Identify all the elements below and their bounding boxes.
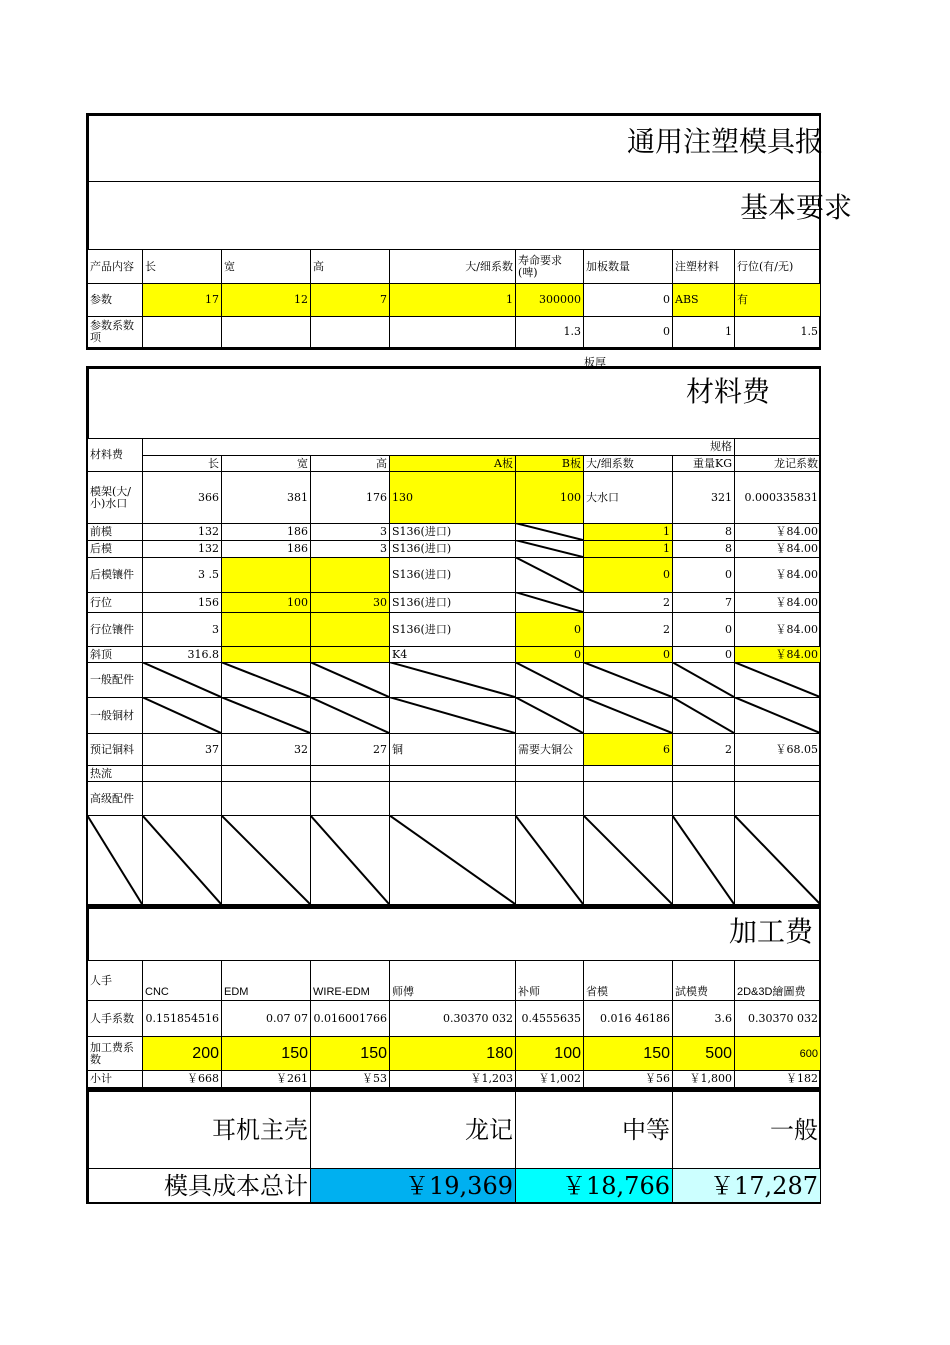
processing-coef-6: 3.6 xyxy=(672,1000,735,1037)
material-row-7-col-6 xyxy=(583,662,673,698)
material-row-6-col-1: 316.8 xyxy=(142,646,222,663)
processing-header-0: 人手 xyxy=(87,960,143,1001)
material-row-3-col-3 xyxy=(310,557,390,593)
material-row-11-col-3 xyxy=(310,781,390,816)
processing-fee-label: 加工费系数 xyxy=(87,1036,143,1071)
material-row-10-col-7 xyxy=(672,765,735,782)
basic-param-label: 参数 xyxy=(87,283,143,317)
processing-header-2: EDM xyxy=(221,960,311,1001)
processing-fee-1: 150 xyxy=(221,1036,311,1071)
blank-row-cell xyxy=(87,815,143,905)
basic-header-3: 高 xyxy=(310,249,390,284)
material-row-9-col-6: 6 xyxy=(583,733,673,766)
material-row-9-col-7: 2 xyxy=(672,733,735,766)
basic-coef-empty xyxy=(389,316,516,348)
blank-row-cell xyxy=(515,815,584,905)
material-row-1-col-3: 3 xyxy=(310,523,390,541)
material-row-4-col-3: 30 xyxy=(310,592,390,613)
material-row-8-col-8 xyxy=(734,697,821,734)
material-row-2-col-3: 3 xyxy=(310,540,390,558)
material-row-3-col-5 xyxy=(515,557,584,593)
blank-row-cell xyxy=(142,815,222,905)
material-row-6-col-4: K4 xyxy=(389,646,516,663)
material-row-4-col-1: 156 xyxy=(142,592,222,613)
processing-header-7: 試模费 xyxy=(672,960,735,1001)
basic-header-8: 行位(有/无) xyxy=(734,249,821,284)
material-row-3-col-7: 0 xyxy=(672,557,735,593)
material-row-4-col-6: 2 xyxy=(583,592,673,613)
blank-row-cell xyxy=(310,815,390,905)
processing-coef-2: 0.016001766 xyxy=(310,1000,390,1037)
processing-coef-7: 0.30370 032 xyxy=(734,1000,821,1037)
basic-requirements-title: 基本要求 xyxy=(740,191,853,224)
material-row-4-col-8: ￥84.00 xyxy=(734,592,821,613)
material-header-0: 长 xyxy=(142,455,222,472)
processing-header-3: WIRE-EDM xyxy=(310,960,390,1001)
basic-coef-empty xyxy=(221,316,311,348)
material-row-7-col-5 xyxy=(515,662,584,698)
material-row-5-col-1: 3 xyxy=(142,612,222,647)
basic-header-0: 产品内容 xyxy=(87,249,143,284)
material-row-6-col-8: ￥84.00 xyxy=(734,646,821,663)
material-row-5-col-3 xyxy=(310,612,390,647)
basic-param-6: ABS xyxy=(672,283,735,317)
basic-coef-empty xyxy=(310,316,390,348)
basic-param-3: 1 xyxy=(389,283,516,317)
processing-header-5: 补师 xyxy=(515,960,584,1001)
material-row-11-col-2 xyxy=(221,781,311,816)
basic-header-7: 注塑材料 xyxy=(672,249,735,284)
basic-param-7: 有 xyxy=(734,283,821,317)
material-row-1-col-6: 1 xyxy=(583,523,673,541)
material-row-5-col-4: S136(进口) xyxy=(389,612,516,647)
material-row-7-col-1 xyxy=(142,662,222,698)
material-row-9-col-1: 37 xyxy=(142,733,222,766)
basic-header-1: 长 xyxy=(142,249,222,284)
grade-0: 龙记 xyxy=(310,1091,516,1169)
material-row-name: 高级配件 xyxy=(87,781,143,816)
material-row-1-col-2: 186 xyxy=(221,523,311,541)
material-row-11-col-5 xyxy=(515,781,584,816)
total-0: ￥19,369 xyxy=(310,1168,516,1203)
processing-coef-5: 0.016 46186 xyxy=(583,1000,673,1037)
material-row-8-col-6 xyxy=(583,697,673,734)
material-row-9-col-8: ￥68.05 xyxy=(734,733,821,766)
processing-title: 加工费 xyxy=(729,915,814,948)
processing-sub-5: ￥56 xyxy=(583,1070,673,1088)
processing-fee-0: 200 xyxy=(142,1036,222,1071)
material-row-9-col-3: 27 xyxy=(310,733,390,766)
material-row-2-col-5 xyxy=(515,540,584,558)
material-row-2-col-7: 8 xyxy=(672,540,735,558)
processing-coef-1: 0.07 07 xyxy=(221,1000,311,1037)
material-row-8-col-1 xyxy=(142,697,222,734)
basic-param-1: 12 xyxy=(221,283,311,317)
material-row-2-col-8: ￥84.00 xyxy=(734,540,821,558)
processing-fee-4: 100 xyxy=(515,1036,584,1071)
blank-row-cell xyxy=(221,815,311,905)
material-row-8-col-2 xyxy=(221,697,311,734)
processing-header-6: 省模 xyxy=(583,960,673,1001)
total-2: ￥17,287 xyxy=(672,1168,821,1203)
material-header-3: A板 xyxy=(389,455,516,472)
material-row-9-col-4: 铜 xyxy=(389,733,516,766)
material-row-name: 后模 xyxy=(87,540,143,558)
material-row-10-col-8 xyxy=(734,765,821,782)
material-row-1-col-5 xyxy=(515,523,584,541)
material-row-0-col-1: 366 xyxy=(142,471,222,524)
material-row-10-col-1 xyxy=(142,765,222,782)
blank-row-cell xyxy=(389,815,516,905)
material-row-10-col-6 xyxy=(583,765,673,782)
material-row-5-col-7: 0 xyxy=(672,612,735,647)
material-row-name: 前模 xyxy=(87,523,143,541)
material-row-2-col-2: 186 xyxy=(221,540,311,558)
processing-coef-3: 0.30370 032 xyxy=(389,1000,516,1037)
material-row-name: 预记铜料 xyxy=(87,733,143,766)
material-row-5-col-5: 0 xyxy=(515,612,584,647)
processing-sub-label: 小计 xyxy=(87,1070,143,1088)
material-row-name: 热流 xyxy=(87,765,143,782)
grade-1: 中等 xyxy=(515,1091,673,1169)
material-row-3-col-6: 0 xyxy=(583,557,673,593)
material-row-6-col-7: 0 xyxy=(672,646,735,663)
material-row-10-col-2 xyxy=(221,765,311,782)
processing-fee-6: 500 xyxy=(672,1036,735,1071)
material-row-1-col-7: 8 xyxy=(672,523,735,541)
grade-2: 一般 xyxy=(672,1091,821,1169)
processing-fee-5: 150 xyxy=(583,1036,673,1071)
material-row-1-col-4: S136(进口) xyxy=(389,523,516,541)
board-thickness-note: 板厚 xyxy=(584,356,606,369)
material-row-name: 一般铜材 xyxy=(87,697,143,734)
basic-title-row xyxy=(88,181,821,250)
material-row-11-col-1 xyxy=(142,781,222,816)
processing-header-1: CNC xyxy=(142,960,222,1001)
material-row-name: 行位 xyxy=(87,592,143,613)
processing-sub-1: ￥261 xyxy=(221,1070,311,1088)
material-row-3-col-8: ￥84.00 xyxy=(734,557,821,593)
basic-coef-label: 参数系数项 xyxy=(87,316,143,348)
material-row-11-col-8 xyxy=(734,781,821,816)
spec-header: 规格 xyxy=(142,438,735,456)
material-title: 材料费 xyxy=(686,375,771,408)
material-label: 材料费 xyxy=(87,438,143,472)
material-row-8-col-3 xyxy=(310,697,390,734)
material-row-8-col-4 xyxy=(389,697,516,734)
product-name: 耳机主壳 xyxy=(88,1091,311,1169)
processing-coef-label: 人手系数 xyxy=(87,1000,143,1037)
material-row-3-col-4: S136(进口) xyxy=(389,557,516,593)
processing-fee-7: 600 xyxy=(734,1036,821,1071)
material-row-name: 一般配件 xyxy=(87,662,143,698)
material-row-5-col-8: ￥84.00 xyxy=(734,612,821,647)
processing-coef-4: 0.4555635 xyxy=(515,1000,584,1037)
material-header-1: 宽 xyxy=(221,455,311,472)
material-row-3-col-1: 3 .5 xyxy=(142,557,222,593)
material-row-0-col-7: 321 xyxy=(672,471,735,524)
processing-sub-0: ￥668 xyxy=(142,1070,222,1088)
material-row-9-col-2: 32 xyxy=(221,733,311,766)
material-row-6-col-6: 0 xyxy=(583,646,673,663)
basic-coef-0: 1.3 xyxy=(515,316,584,348)
basic-coef-2: 1 xyxy=(672,316,735,348)
material-row-4-col-5 xyxy=(515,592,584,613)
processing-fee-2: 150 xyxy=(310,1036,390,1071)
basic-header-6: 加板数量 xyxy=(583,249,673,284)
material-header-7: 龙记系数 xyxy=(734,455,821,472)
material-row-11-col-6 xyxy=(583,781,673,816)
material-row-name: 后模镶件 xyxy=(87,557,143,593)
basic-header-4: 大/细系数 xyxy=(389,249,516,284)
basic-param-0: 17 xyxy=(142,283,222,317)
material-row-5-col-6: 2 xyxy=(583,612,673,647)
material-row-10-col-5 xyxy=(515,765,584,782)
material-row-name: 模架(大/小)水口 xyxy=(87,471,143,524)
material-row-7-col-4 xyxy=(389,662,516,698)
basic-header-2: 宽 xyxy=(221,249,311,284)
material-header-6: 重量KG xyxy=(672,455,735,472)
material-header-5: 大/细系数 xyxy=(583,455,673,472)
processing-sub-6: ￥1,800 xyxy=(672,1070,735,1088)
material-row-7-col-7 xyxy=(672,662,735,698)
processing-sub-3: ￥1,203 xyxy=(389,1070,516,1088)
processing-sub-4: ￥1,002 xyxy=(515,1070,584,1088)
material-row-7-col-8 xyxy=(734,662,821,698)
basic-param-2: 7 xyxy=(310,283,390,317)
processing-sub-7: ￥182 xyxy=(734,1070,821,1088)
material-row-name: 斜顶 xyxy=(87,646,143,663)
material-row-9-col-5: 需要大铜公 xyxy=(515,733,584,766)
material-row-0-col-8: 0.000335831 xyxy=(734,471,821,524)
material-row-0-col-3: 176 xyxy=(310,471,390,524)
processing-header-8: 2D&3D繪圖费 xyxy=(734,960,821,1001)
material-row-10-col-3 xyxy=(310,765,390,782)
page-title: 通用注塑模具报 xyxy=(627,125,824,158)
material-row-6-col-5: 0 xyxy=(515,646,584,663)
basic-header-5: 寿命要求(啤) xyxy=(515,249,584,284)
blank-row-cell xyxy=(583,815,673,905)
basic-param-4: 300000 xyxy=(515,283,584,317)
material-row-6-col-3 xyxy=(310,646,390,663)
material-row-10-col-4 xyxy=(389,765,516,782)
material-row-4-col-4: S136(进口) xyxy=(389,592,516,613)
processing-sub-2: ￥53 xyxy=(310,1070,390,1088)
material-row-2-col-6: 1 xyxy=(583,540,673,558)
material-header-2: 高 xyxy=(310,455,390,472)
spec-empty xyxy=(734,438,821,456)
material-row-8-col-5 xyxy=(515,697,584,734)
material-row-8-col-7 xyxy=(672,697,735,734)
material-row-0-col-6: 大水口 xyxy=(583,471,673,524)
processing-title-row xyxy=(88,908,821,961)
material-row-4-col-7: 7 xyxy=(672,592,735,613)
material-header-4: B板 xyxy=(515,455,584,472)
blank-row-cell xyxy=(672,815,735,905)
material-row-6-col-2 xyxy=(221,646,311,663)
material-row-name: 行位镶件 xyxy=(87,612,143,647)
processing-header-4: 师傅 xyxy=(389,960,516,1001)
total-label: 模具成本总计 xyxy=(88,1168,311,1203)
material-row-7-col-2 xyxy=(221,662,311,698)
material-row-7-col-3 xyxy=(310,662,390,698)
material-row-5-col-2 xyxy=(221,612,311,647)
basic-coef-1: 0 xyxy=(583,316,673,348)
basic-coef-empty xyxy=(142,316,222,348)
basic-param-5: 0 xyxy=(583,283,673,317)
basic-coef-3: 1.5 xyxy=(734,316,821,348)
blank-row-cell xyxy=(734,815,821,905)
material-row-3-col-2 xyxy=(221,557,311,593)
material-row-1-col-1: 132 xyxy=(142,523,222,541)
processing-fee-3: 180 xyxy=(389,1036,516,1071)
material-row-4-col-2: 100 xyxy=(221,592,311,613)
material-row-11-col-7 xyxy=(672,781,735,816)
material-row-0-col-4: 130 xyxy=(389,471,516,524)
material-row-2-col-4: S136(进口) xyxy=(389,540,516,558)
total-1: ￥18,766 xyxy=(515,1168,673,1203)
material-row-11-col-4 xyxy=(389,781,516,816)
processing-coef-0: 0.151854516 xyxy=(142,1000,222,1037)
material-row-1-col-8: ￥84.00 xyxy=(734,523,821,541)
material-row-2-col-1: 132 xyxy=(142,540,222,558)
material-row-0-col-5: 100 xyxy=(515,471,584,524)
material-row-0-col-2: 381 xyxy=(221,471,311,524)
